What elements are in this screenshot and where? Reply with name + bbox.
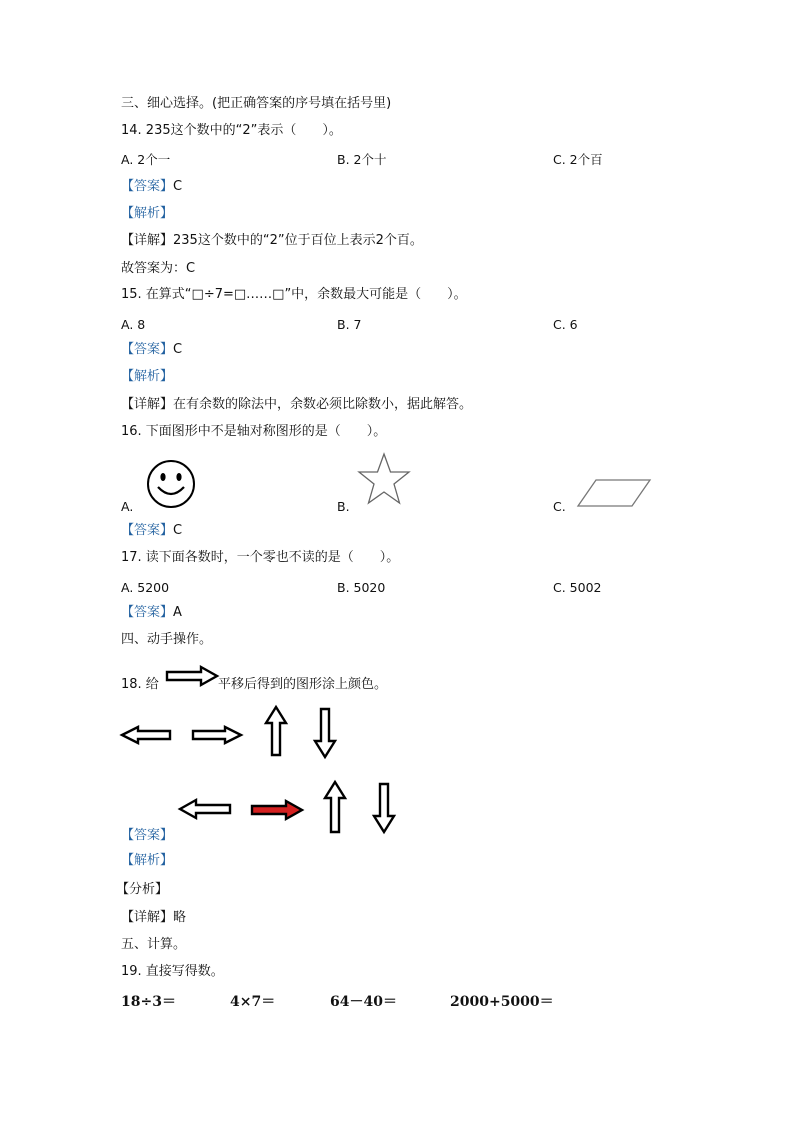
q14-option-b: B. 2个十 (337, 152, 387, 167)
detail-tag: 【详解】 (121, 910, 174, 925)
q15-option-b: B. 7 (337, 317, 362, 332)
q17-stem: 17. 读下面各数时，一个零也不读的是（ ）。 (121, 550, 400, 565)
answer-value: C (173, 523, 183, 538)
answer-tag: 【答案】 (121, 179, 174, 194)
q14-analysis-tag: 【解析】 (121, 206, 174, 221)
q18-stem-suffix: 平移后得到的图形涂上颜色。 (218, 677, 388, 692)
q19-expression: 18÷3＝ (121, 994, 176, 1010)
down-arrow-icon (372, 782, 396, 834)
q14-stem: 14. 235这个数中的“2”表示（ ）。 (121, 123, 342, 138)
q17-option-a: A. 5200 (121, 580, 170, 595)
q15-answer (121, 342, 182, 358)
section-3-title: 三、细心选择。(把正确答案的序号填在括号里) (121, 96, 392, 111)
down-arrow-icon (313, 707, 337, 759)
q19-stem: 19. 直接写得数。 (121, 964, 224, 979)
q17-option-b: B. 5020 (337, 580, 386, 595)
right-arrow-icon (191, 725, 243, 745)
q14-answer (121, 179, 182, 195)
q18-analysis2-tag: 【分析】 (116, 882, 169, 897)
detail-text: 235这个数中的“2”位于百位上表示2个百。 (173, 233, 423, 248)
q15-stem: 15. 在算式“□÷7=□……□”中，余数最大可能是（ ）。 (121, 287, 467, 302)
q15-option-c: C. 6 (553, 317, 578, 332)
q16-answer (121, 523, 182, 539)
q15-option-a: A. 8 (121, 317, 146, 332)
up-arrow-icon (323, 780, 347, 834)
right-arrow-icon (165, 665, 219, 687)
q19-expression: 64－40＝ (330, 994, 397, 1010)
q16-option-a: A. (121, 499, 134, 514)
q18-analysis-tag: 【解析】 (121, 853, 174, 868)
left-arrow-icon (178, 798, 232, 820)
answer-value: C (173, 342, 183, 357)
q17-option-c: C. 5002 (553, 580, 602, 595)
q19-expression: 4×7＝ (230, 994, 276, 1010)
q15-detail (121, 397, 472, 413)
parallelogram-icon (576, 478, 652, 508)
answer-tag: 【答案】 (121, 342, 174, 357)
q19-expression: 2000+5000＝ (450, 994, 554, 1010)
answer-value: C (173, 179, 183, 194)
q14-option-c: C. 2个百 (553, 152, 603, 167)
answer-value: A (173, 605, 182, 620)
left-arrow-icon (120, 725, 172, 745)
q17-answer (121, 605, 182, 621)
q16-stem: 16. 下面图形中不是轴对称图形的是（ ）。 (121, 424, 387, 439)
answer-tag: 【答案】 (121, 523, 174, 538)
q16-option-b: B. (337, 499, 350, 514)
q14-conclusion: 故答案为：C (121, 261, 196, 276)
q18-detail (121, 910, 186, 926)
detail-tag: 【详解】 (121, 233, 174, 248)
up-arrow-icon (264, 705, 288, 757)
colored-right-arrow-icon (250, 799, 304, 821)
answer-tag: 【答案】 (121, 605, 174, 620)
section-4-title: 四、动手操作。 (121, 632, 213, 647)
q15-analysis-tag: 【解析】 (121, 369, 174, 384)
detail-text: 略 (173, 910, 187, 925)
detail-tag: 【详解】 (121, 397, 174, 412)
q18-answer-tag: 【答案】 (121, 828, 174, 843)
q18-stem-prefix: 18. 给 (121, 677, 159, 692)
star-icon (356, 452, 412, 506)
section-5-title: 五、计算。 (121, 937, 187, 952)
q14-option-a: A. 2个一 (121, 152, 171, 167)
q14-detail (121, 233, 423, 249)
detail-text: 在有余数的除法中，余数必须比除数小，据此解答。 (173, 397, 473, 412)
q16-option-c: C. (553, 499, 566, 514)
smiley-face-icon (146, 459, 196, 509)
